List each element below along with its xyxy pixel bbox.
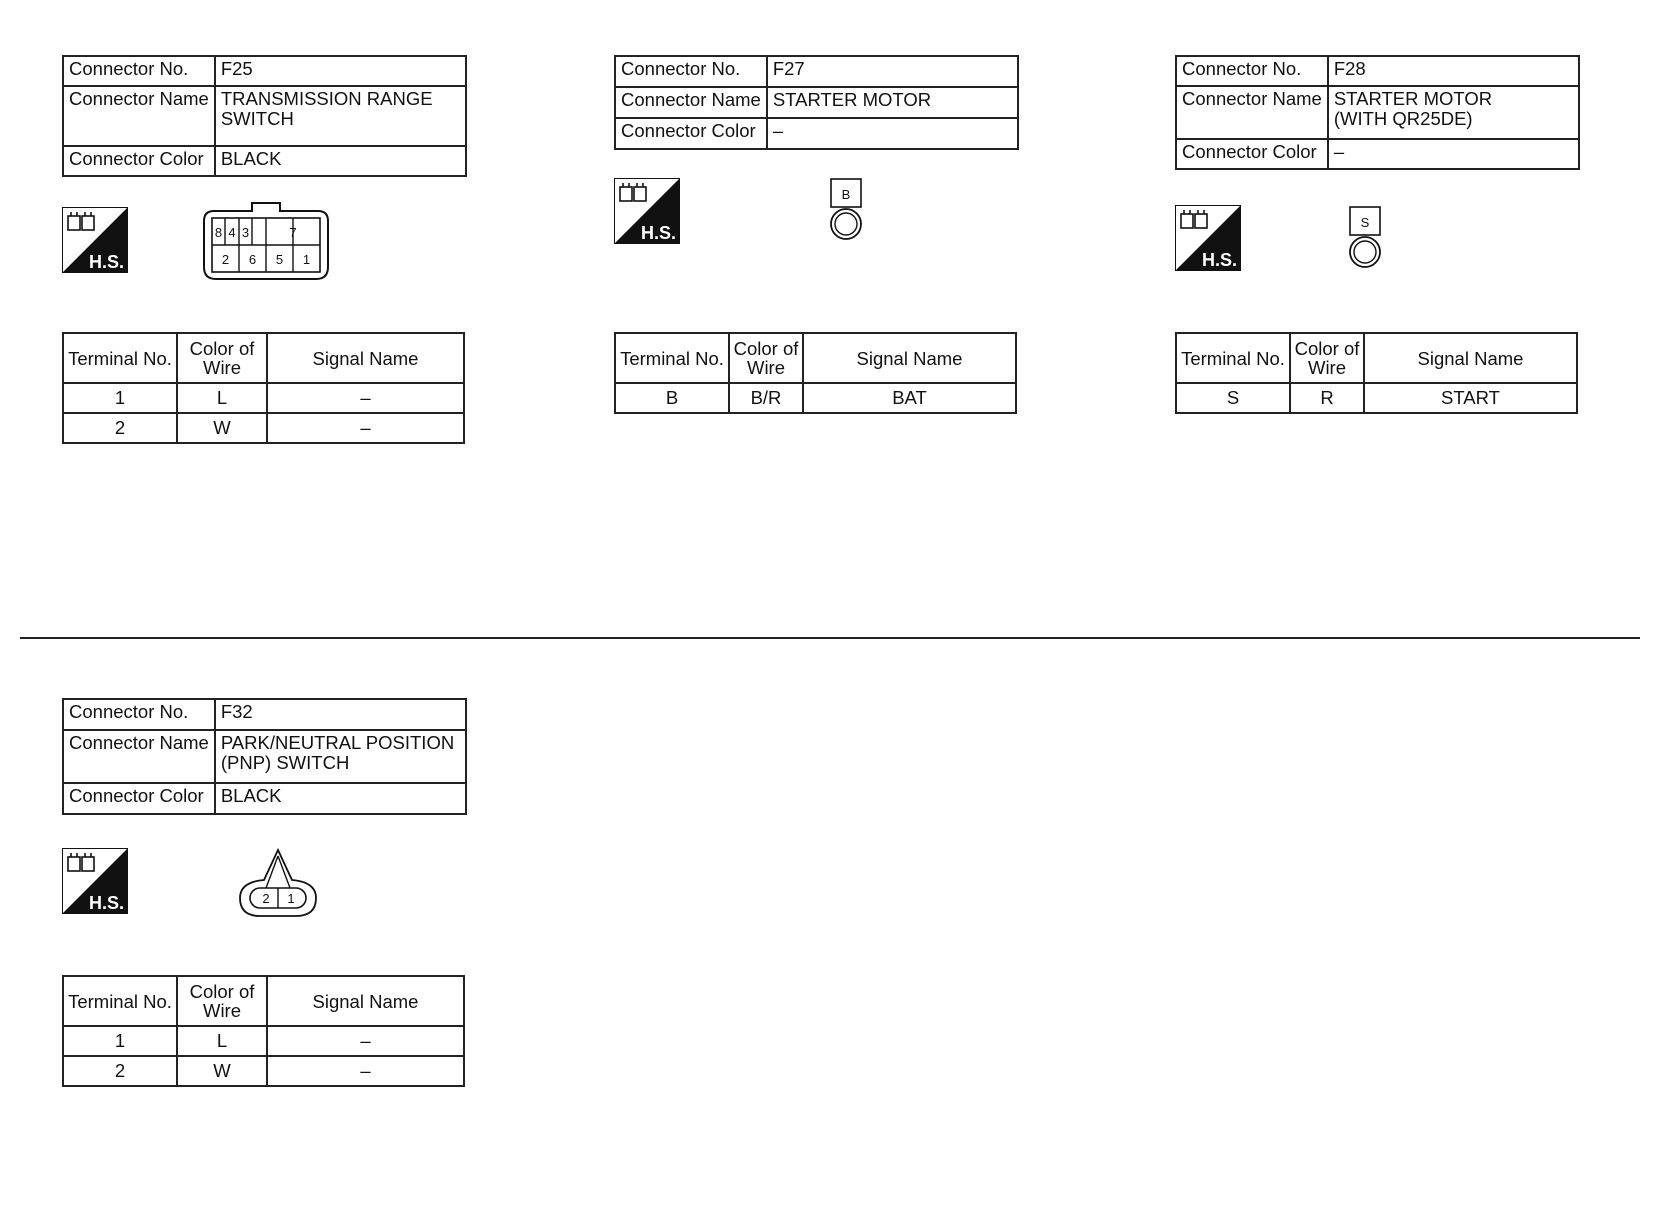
connector-name-label: Connector Name [63, 730, 215, 783]
wire-color-header [1290, 333, 1364, 383]
pin-s: S [1360, 215, 1370, 230]
terminal-cell: 2 [63, 1056, 177, 1086]
wire-color-header-line-1: Color of [189, 981, 255, 1002]
connector-name-label: Connector Name [1176, 86, 1328, 139]
connector-color-label: Connector Color [615, 118, 767, 149]
wire-color-cell: L [177, 1026, 267, 1056]
terminal-stud-diagram [1345, 205, 1385, 273]
connector-color-label: Connector Color [63, 783, 215, 814]
connector-no-label: Connector No. [63, 56, 215, 86]
connector-no-label: Connector No. [1176, 56, 1328, 86]
terminal-cell: B [615, 383, 729, 413]
table-row [63, 383, 464, 413]
wire-color-header [729, 333, 803, 383]
connector-face-diagram [236, 848, 320, 920]
terminal-cell: S [1176, 383, 1290, 413]
connector-name-label: Connector Name [615, 87, 767, 118]
connector-color-label: Connector Color [1176, 139, 1328, 169]
connector-no-value: F28 [1328, 56, 1579, 86]
connector-no-label: Connector No. [63, 699, 215, 730]
hs-label: H.S. [88, 252, 124, 272]
harness-side-icon [1175, 205, 1241, 271]
pin-3: 3 [241, 225, 250, 240]
connector-no-value: F25 [215, 56, 466, 86]
wire-color-header-line-1: Color of [733, 338, 799, 359]
wire-color-cell: R [1290, 383, 1364, 413]
connector-name-line-2: (WITH QR25DE) [1333, 108, 1473, 129]
connector-name-line-1: TRANSMISSION RANGE [220, 88, 433, 109]
terminal-cell: 1 [63, 1026, 177, 1056]
signal-name-header: Signal Name [267, 976, 464, 1026]
pin-5: 5 [275, 252, 284, 267]
connector-f27 [614, 55, 1034, 455]
wire-color-header-line-2: Wire [1307, 357, 1347, 378]
wire-color-cell: W [177, 1056, 267, 1086]
pin-2: 2 [221, 252, 230, 267]
signal-cell: – [267, 1056, 464, 1086]
connector-name-label: Connector Name [63, 86, 215, 146]
terminal-table [62, 332, 465, 444]
signal-name-header: Signal Name [803, 333, 1016, 383]
terminal-no-header: Terminal No. [63, 333, 177, 383]
signal-cell: – [267, 1026, 464, 1056]
connector-f28 [1175, 55, 1595, 455]
wire-color-cell: B/R [729, 383, 803, 413]
wire-color-header [177, 333, 267, 383]
pin-8: 8 [214, 225, 223, 240]
wire-color-header-line-2: Wire [202, 1000, 242, 1021]
wire-color-header [177, 976, 267, 1026]
signal-name-header: Signal Name [267, 333, 464, 383]
table-row [63, 413, 464, 443]
connector-color-value: BLACK [215, 783, 466, 814]
hs-label: H.S. [1201, 250, 1237, 270]
connector-no-value: F32 [215, 699, 466, 730]
pin-2: 2 [262, 891, 270, 906]
table-row [63, 1056, 464, 1086]
connector-color-label: Connector Color [63, 146, 215, 176]
hs-label: H.S. [640, 223, 676, 243]
pin-7: 7 [289, 225, 297, 240]
connector-info-table [62, 55, 467, 177]
connector-f25 [62, 55, 482, 455]
terminal-table [614, 332, 1017, 414]
pin-6: 6 [248, 252, 257, 267]
table-row [63, 1026, 464, 1056]
signal-cell: – [267, 413, 464, 443]
connector-info-table [62, 698, 467, 815]
terminal-stud-diagram [826, 177, 866, 245]
connector-color-value: – [1328, 139, 1579, 169]
connector-face-diagram [200, 201, 332, 287]
harness-side-icon [62, 207, 128, 273]
connector-info-table [1175, 55, 1580, 170]
connector-name-value [215, 86, 466, 146]
connector-name-line-1: STARTER MOTOR [1333, 88, 1493, 109]
terminal-table [1175, 332, 1578, 414]
hs-label: H.S. [88, 893, 124, 913]
pin-4: 4 [228, 225, 236, 240]
terminal-cell: 2 [63, 413, 177, 443]
section-divider [20, 637, 1640, 639]
pin-1: 1 [302, 252, 311, 267]
pin-b: B [841, 187, 851, 202]
wire-color-header-line-1: Color of [1294, 338, 1360, 359]
connector-name-line-2: SWITCH [220, 108, 294, 129]
terminal-no-header: Terminal No. [1176, 333, 1290, 383]
connector-name-line-1: PARK/NEUTRAL POSITION [220, 732, 455, 753]
harness-side-icon [614, 178, 680, 244]
connector-name-value [1328, 86, 1579, 139]
signal-cell: – [267, 383, 464, 413]
terminal-table [62, 975, 465, 1087]
table-row [1176, 383, 1577, 413]
connector-name-value [215, 730, 466, 783]
wire-color-header-line-2: Wire [746, 357, 786, 378]
terminal-no-header: Terminal No. [615, 333, 729, 383]
connector-name-line-2: (PNP) SWITCH [220, 752, 350, 773]
connector-name-value: STARTER MOTOR [767, 87, 1018, 118]
connector-no-value: F27 [767, 56, 1018, 87]
terminal-cell: 1 [63, 383, 177, 413]
connector-color-value: – [767, 118, 1018, 149]
signal-cell: BAT [803, 383, 1016, 413]
signal-name-header: Signal Name [1364, 333, 1577, 383]
wire-color-header-line-1: Color of [189, 338, 255, 359]
terminal-no-header: Terminal No. [63, 976, 177, 1026]
signal-cell: START [1364, 383, 1577, 413]
pin-1: 1 [287, 891, 295, 906]
wire-color-header-line-2: Wire [202, 357, 242, 378]
connector-f32 [62, 698, 482, 1098]
table-row [615, 383, 1016, 413]
connector-no-label: Connector No. [615, 56, 767, 87]
connector-info-table [614, 55, 1019, 150]
connector-color-value: BLACK [215, 146, 466, 176]
harness-side-icon [62, 848, 128, 914]
wire-color-cell: W [177, 413, 267, 443]
wire-color-cell: L [177, 383, 267, 413]
